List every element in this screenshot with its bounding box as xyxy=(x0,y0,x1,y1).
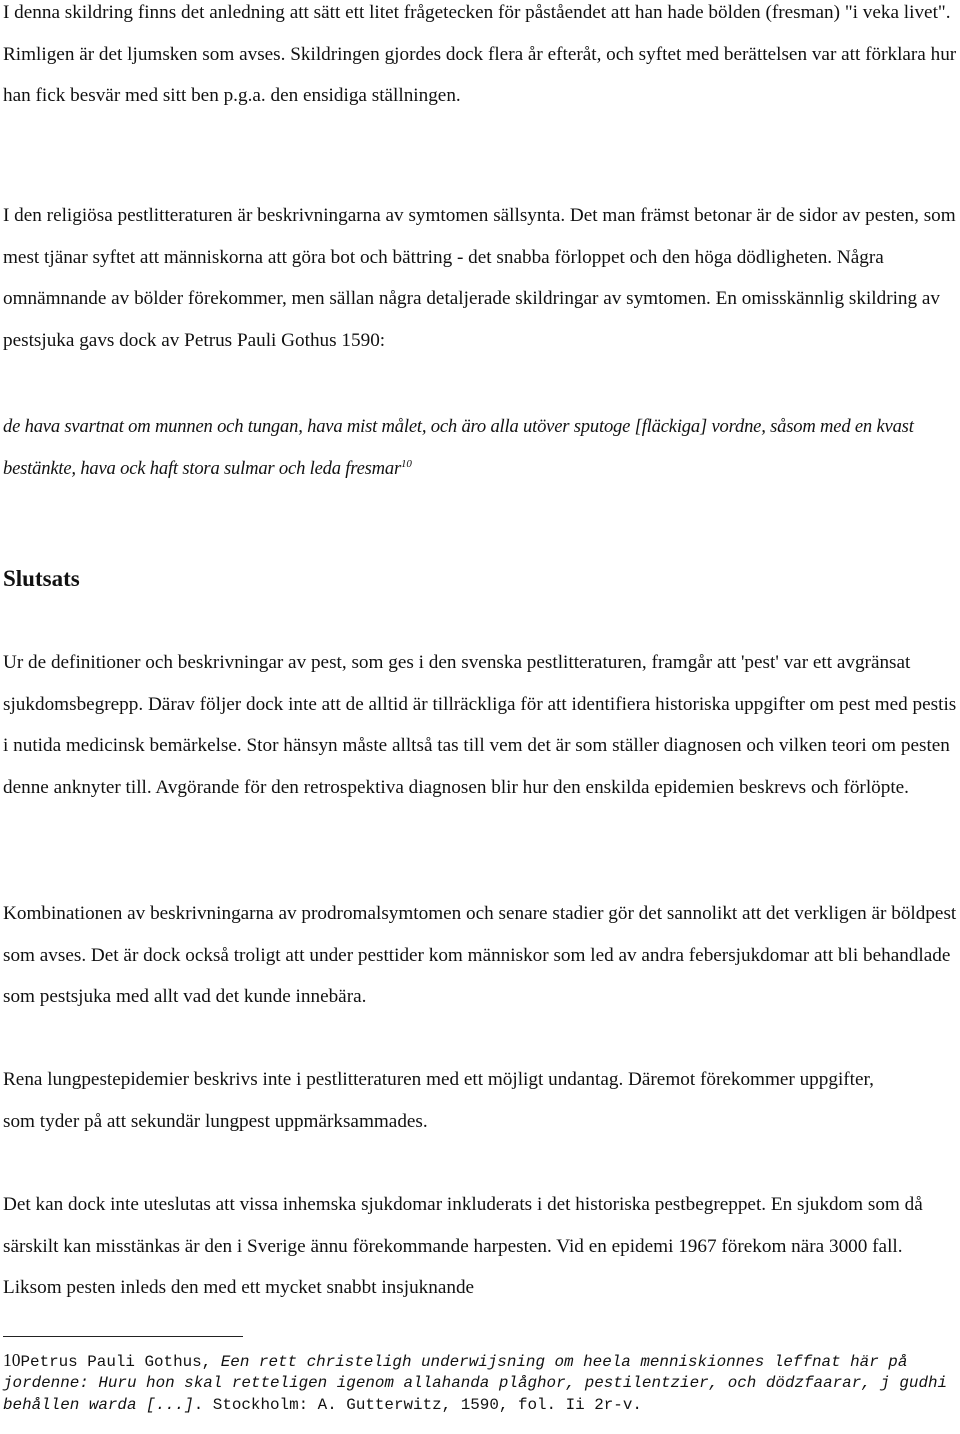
footnote-author: Petrus Pauli Gothus, xyxy=(20,1353,221,1371)
section-heading: Slutsats xyxy=(3,566,80,591)
footnote-publication: . Stockholm: A. Gutterwitz, 1590, fol. Ii 2r-v. xyxy=(193,1395,642,1414)
quote-text: de hava svartnat om munnen och tungan, hava mist målet, och äro alla utöver sputoge [fläckiga] vordne, såsom med en kvast bestänkte, hava ock haft stora sulmar och leda fresmar xyxy=(3,416,914,479)
footnote-reference: 10 xyxy=(401,457,412,470)
footnote-number: 10 xyxy=(3,1350,21,1370)
paragraph-religious-literature: I den religiösa pestlitteraturen är beskrivningarna av symtomen sällsynta. Det man främst betonar är de sidor av pesten, som mest tjänar syftet att människorna att göra bot och bättring - det snabba förloppet och den höga dödligheten. Några omnämnande av bölder förekommer, men sällan några detaljerade skildringar av symtomen. En omisskännlig skildring av pestsjuka gavs dock av Petrus Pauli Gothus 1590: xyxy=(3,205,956,352)
paragraph-conclusion-2: Kombinationen av beskrivningarna av prodromalsymtomen och senare stadier gör det sannolikt att det verkligen är böldpest som avses. Det är dock också troligt att under pesttider kom människor som led av andra febersjukdomar att bli behandlade som pestsjuka med allt vad det kunde innebära. xyxy=(3,903,957,1008)
paragraph-conclusion-3: Rena lungpestepidemier beskrivs inte i pestlitteraturen med ett möjligt undantag. Däremot förekommer uppgifter, som tyder på att sekundär lungpest uppmärksammades. xyxy=(3,1069,874,1132)
footnote xyxy=(3,1350,957,1416)
paragraph-intro: I denna skildring finns det anledning att sätt ett litet frågetecken för påståendet att han hade bölden (fresman) "i veka livet". Rimligen är det ljumsken som avses. Skildringen gjordes dock flera år efteråt, och syftet med berättelsen var att förklara hur han fick besvär med sitt ben p.g.a. den ensidiga ställningen. xyxy=(3,2,957,107)
paragraph-conclusion-1: Ur de definitioner och beskrivningar av pest, som ges i den svenska pestlitteraturen, framgår att 'pest' var ett avgränsat sjukdomsbegrepp. Därav följer dock inte att de alltid är tillräckliga för att identifiera historiska uppgifter om pest med pestis i nutida medicinsk bemärkelse. Stor hänsyn måste alltså tas till vem det är som ställer diagnosen och vilken teori om pesten denne anknyter till. Avgörande för den retrospektiva diagnosen blir hur den enskilda epidemien beskrevs och förlöpte. xyxy=(3,652,957,799)
footnote-separator xyxy=(3,1336,243,1337)
paragraph-conclusion-4: Det kan dock inte uteslutas att vissa inhemska sjukdomar inkluderats i det historiska pestbegreppet. En sjukdom som då särskilt kan misstänkas är den i Sverige ännu förekommande harpesten. Vid en epidemi 1967 förekom nära 3000 fall. Liksom pesten inleds den med ett mycket snabbt insjuknande xyxy=(3,1194,923,1299)
quote-petrus-pauli-gothus xyxy=(3,406,957,489)
footnote-title: Een rett christeligh underwijsning om heela menniskionnes leffnat här på jordenne: Huru hon skal retteligen igenom allahanda plåghor, pestilentzier, och dödzfaarar, j gudhi behållen warda [...] xyxy=(3,1353,948,1414)
